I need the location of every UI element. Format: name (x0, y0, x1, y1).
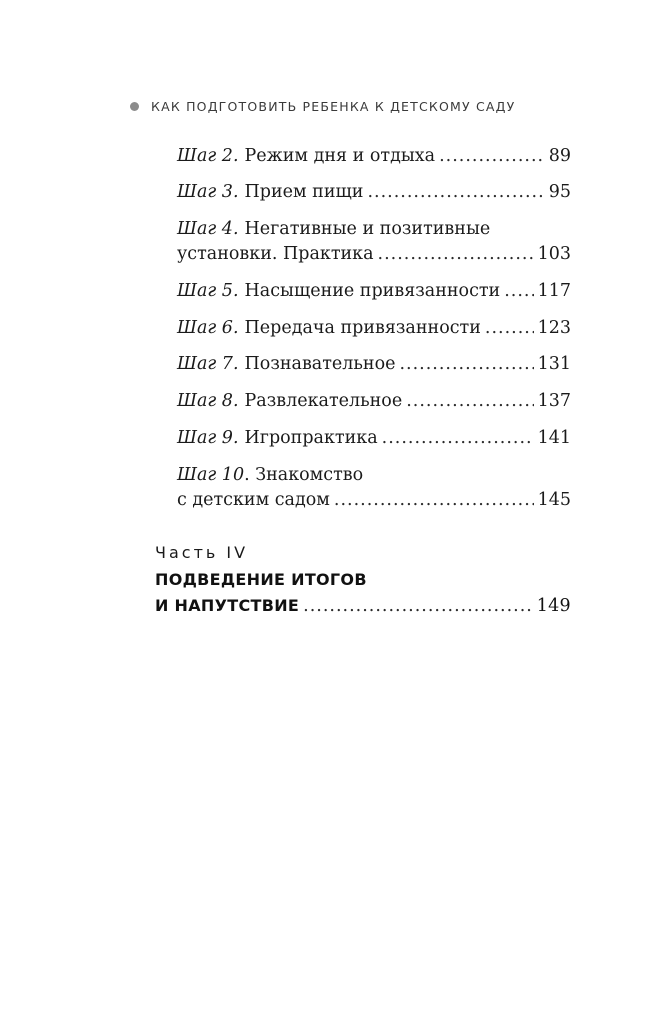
toc-entry-title-continued: установки. Практика (177, 244, 374, 264)
dot-leader (334, 490, 534, 510)
toc-page-number: 89 (548, 146, 571, 166)
part-title-line-2: И НАПУТСТВИЕ (155, 596, 300, 615)
toc-entry[interactable] (177, 318, 571, 343)
toc-step-number: Шаг 4. (177, 219, 239, 239)
running-head (130, 96, 515, 116)
toc-entry[interactable] (177, 281, 571, 306)
toc-step-number: Шаг 6. (177, 318, 239, 338)
part-label: Часть IV (155, 543, 249, 562)
running-head-title: КАК ПОДГОТОВИТЬ РЕБЕНКА К ДЕТСКОМУ САДУ (151, 98, 516, 114)
bullet-icon (130, 102, 139, 111)
toc-page-number: 141 (537, 428, 571, 448)
toc-step-number: Шаг 8. (177, 391, 239, 411)
toc-entry-title: Игропрактика (244, 428, 378, 448)
toc-step-number: Шаг 3. (177, 182, 239, 202)
toc-step-number: Шаг 5. (177, 281, 239, 301)
dot-leader (504, 281, 533, 301)
toc-entry-title: Передача привязанности (244, 318, 481, 338)
toc-entry[interactable] (177, 354, 571, 379)
dot-leader (382, 428, 534, 448)
toc-entry-title: Режим дня и отдыха (244, 146, 436, 166)
toc-page-number: 117 (537, 281, 571, 301)
toc-entry-title: Прием пищи (244, 182, 364, 202)
dot-leader (367, 182, 544, 202)
toc-entry-title: Развлекательное (244, 391, 403, 411)
toc-entry[interactable] (177, 391, 571, 416)
dot-leader (485, 318, 534, 338)
toc-step-number: Шаг 2. (177, 146, 239, 166)
toc-entry[interactable] (177, 465, 571, 515)
toc-page-number: 137 (537, 391, 571, 411)
dot-leader (303, 596, 533, 616)
toc-entry[interactable] (177, 182, 571, 207)
toc-entry-title: Познавательное (244, 354, 396, 374)
toc-step-number: Шаг 9. (177, 428, 239, 448)
toc-entry-title: Негативные и позитивные (244, 219, 491, 239)
toc-page-number: 131 (537, 354, 571, 374)
toc-entry[interactable] (177, 428, 571, 453)
part-entry[interactable] (155, 570, 571, 622)
part-title-line-1: ПОДВЕДЕНИЕ ИТОГОВ (155, 570, 367, 589)
toc-page-number: 123 (537, 318, 571, 338)
toc-entry-title: . Знакомство (244, 465, 364, 485)
dot-leader (399, 354, 533, 374)
toc-step-number: Шаг 10 (177, 465, 245, 485)
toc-page-number: 103 (537, 244, 571, 264)
toc-page-number: 149 (536, 596, 571, 616)
toc-step-number: Шаг 7. (177, 354, 239, 374)
toc-entry[interactable] (177, 146, 571, 171)
toc-page-number: 95 (548, 182, 571, 202)
dot-leader (439, 146, 545, 166)
toc-entry[interactable] (177, 219, 571, 269)
dot-leader (406, 391, 533, 411)
toc-entry-title-continued: с детским садом (177, 490, 330, 510)
toc-entry-title: Насыщение привязанности (244, 281, 501, 301)
dot-leader (378, 244, 534, 264)
toc-page-number: 145 (537, 490, 571, 510)
